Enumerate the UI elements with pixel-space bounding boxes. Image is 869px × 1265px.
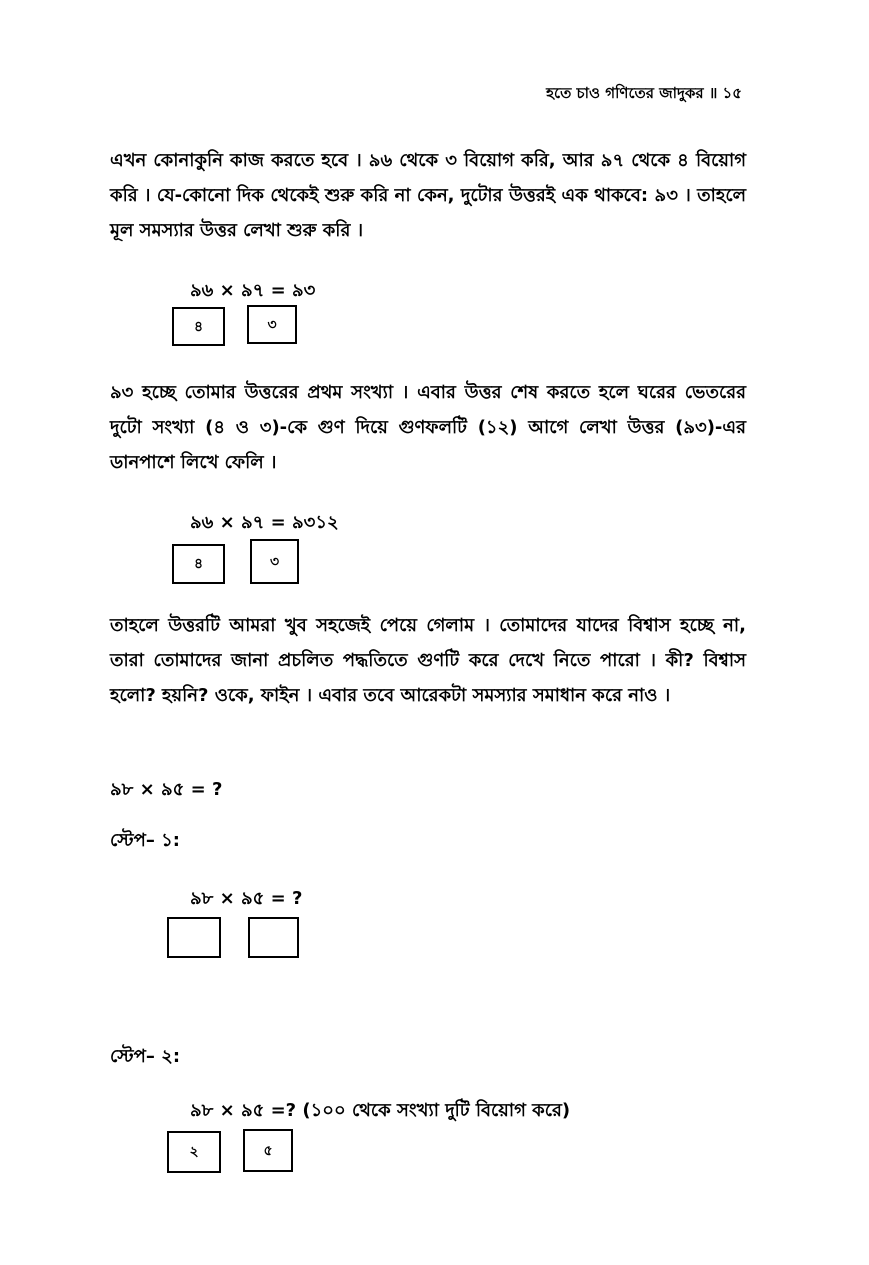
answer-box-left: ২ — [167, 1131, 221, 1173]
step-2-equation: ৯৮ × ৯৫ =? (১০০ থেকে সংখ্যা দুটি বিয়োগ করে) — [190, 1100, 571, 1121]
paragraph-3: তাহলে উত্তরটি আমরা খুব সহজেই পেয়ে গেলাম । তোমাদের যাদের বিশ্বাস হচ্ছে না, তারা তোমাদের জানা প্রচলিত পদ্ধতিতে গুণটি করে দেখে নিতে পারো । কী? বিশ্বাস হলো? হয়নি? ওকে, ফাইন । এবার তবে আরেকটা সমস্যার সমাধান করে নাও । — [110, 615, 746, 706]
page-header: হতে চাও গণিতের জাদুকর ॥ ১৫ — [546, 84, 742, 102]
step-2-label: স্টেপ– ২: — [110, 1046, 181, 1067]
equation-1: ৯৬ × ৯৭ = ৯৩ — [190, 280, 316, 301]
answer-box-left: ৪ — [172, 544, 225, 584]
paragraph-2: ৯৩ হচ্ছে তোমার উত্তরের প্রথম সংখ্যা । এবার উত্তর শেষ করতে হলে ঘরের ভেতরের দুটো সংখ্যা (৪ ও ৩)-কে গুণ দিয়ে গুণফলটি (১২) আগে লেখা উত্তর (৯৩)-এর ডানপাশে লিখে ফেলি । — [110, 382, 746, 473]
step-1-equation: ৯৮ × ৯৫ = ? — [190, 888, 303, 909]
problem-equation: ৯৮ × ৯৫ = ? — [110, 779, 223, 800]
equation-2: ৯৬ × ৯৭ = ৯৩১২ — [190, 512, 339, 533]
step-1-label: স্টেপ– ১: — [110, 830, 181, 851]
empty-box-right — [248, 917, 299, 958]
paragraph-1: এখন কোনাকুনি কাজ করতে হবে । ৯৬ থেকে ৩ বিয়োগ করি, আর ৯৭ থেকে ৪ বিয়োগ করি । যে-কোনো দিক থেকেই শুরু করি না কেন, দুটোর উত্তরই এক থাকবে: ৯৩ । তাহলে মূল সমস্যার উত্তর লেখা শুরু করি । — [110, 150, 746, 241]
answer-box-left: ৪ — [172, 307, 225, 346]
answer-box-right: ৩ — [250, 539, 299, 584]
answer-box-right: ৫ — [243, 1129, 293, 1172]
empty-box-left — [167, 917, 221, 958]
answer-box-right: ৩ — [247, 305, 297, 344]
